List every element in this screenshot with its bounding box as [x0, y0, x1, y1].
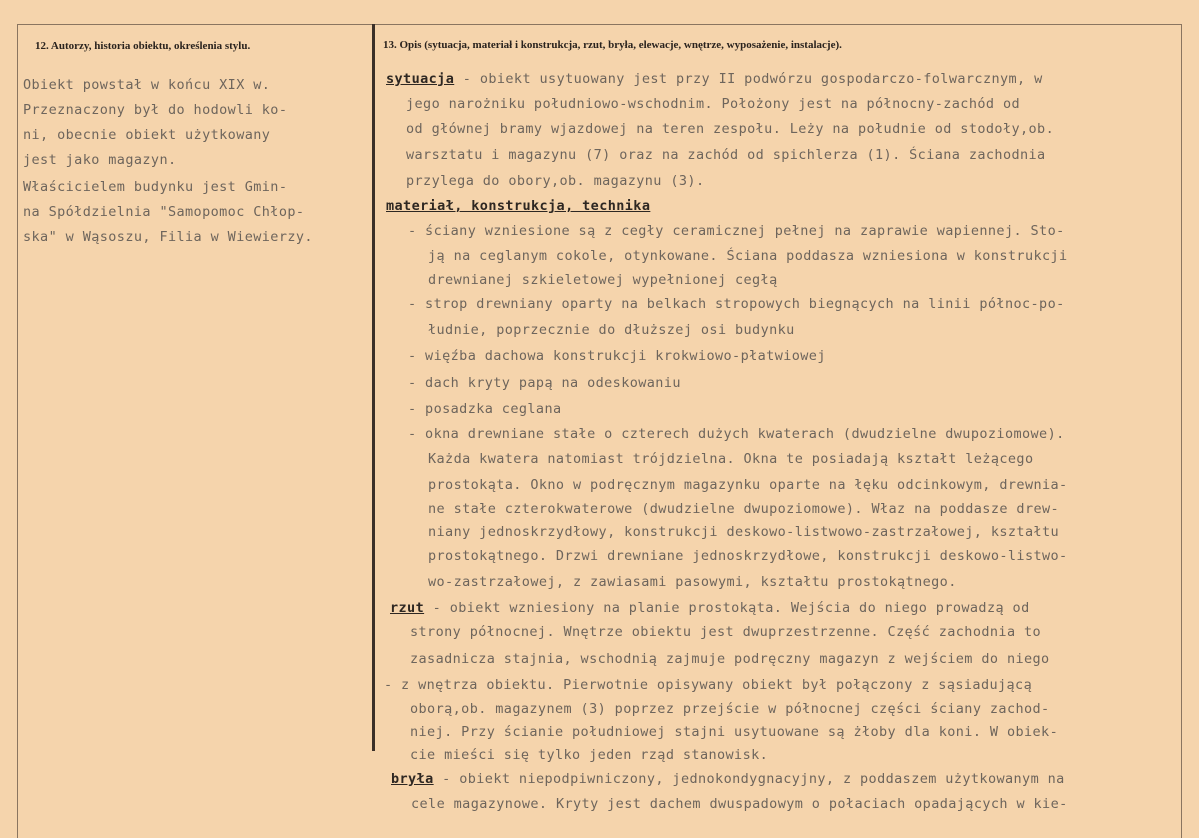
material-line: - strop drewniany oparty na belkach stropowych biegnących na linii północ-po- — [408, 296, 1065, 312]
history-line: jest jako magazyn. — [23, 152, 177, 168]
material-line: łudnie, poprzecznie do dłuższej osi budynku — [428, 322, 795, 338]
material-line: - ściany wzniesione są z cegły ceramicznej pełnej na zaprawie wapiennej. Sto- — [408, 223, 1065, 239]
sytuacja-line: sytuacja - obiekt usytuowany jest przy II podwórzu gospodarczo-folwarcznym, w — [386, 71, 1043, 87]
section-12-header: 12. Autorzy, historia obiektu, określenia stylu. — [35, 40, 251, 52]
rzut-line: rzut - obiekt wzniesiony na planie prostokąta. Wejścia do niego prowadzą od — [390, 600, 1030, 616]
rzut-line: niej. Przy ścianie południowej stajni usytuowane są żłoby dla koni. W obiek- — [410, 724, 1059, 740]
material-line: - dach kryty papą na odeskowaniu — [408, 375, 681, 391]
sytuacja-line: od głównej bramy wjazdowej na teren zespołu. Leży na południe od stodoły,ob. — [406, 121, 1055, 137]
material-line: prostokątnego. Drzwi drewniane jednoskrzydłowe, konstrukcji deskowo-listwo- — [428, 548, 1068, 564]
bryla-line: cele magazynowe. Kryty jest dachem dwuspadowym o połaciach opadających w kie- — [411, 796, 1068, 812]
section-13-header: 13. Opis (sytuacja, materiał i konstrukcja, rzut, bryła, elewacje, wnętrze, wyposażenie, instalacje). — [383, 39, 842, 51]
material-line: - więźba dachowa konstrukcji krokwiowo-płatwiowej — [408, 348, 826, 364]
rzut-line: oborą,ob. magazynem (3) poprzez przejście w północnej części ściany zachod- — [410, 701, 1050, 717]
form-right-border — [1181, 24, 1182, 838]
form-top-border — [17, 24, 1182, 25]
bryla-heading: bryła — [391, 771, 434, 787]
material-line: drewnianej szkieletowej wypełnionej cegłą — [428, 272, 778, 288]
sytuacja-line: jego narożniku południowo-wschodnim. Położony jest na północny-zachód od — [406, 96, 1020, 112]
sytuacja-line: warsztatu i magazynu (7) oraz na zachód od spichlerza (1). Ściana zachodnia — [406, 147, 1046, 163]
material-line: - okna drewniane stałe o czterech dużych kwaterach (dwudzielne dwupoziomowe). — [408, 426, 1065, 442]
bryla-line: bryła - obiekt niepodpiwniczony, jednokondygnacyjny, z poddaszem użytkowanym na — [391, 771, 1065, 787]
form-left-border — [17, 24, 18, 838]
history-line: na Spółdzielnia "Samopomoc Chłop- — [23, 204, 305, 220]
sytuacja-heading: sytuacja — [386, 71, 455, 87]
history-line: Właścicielem budynku jest Gmin- — [23, 179, 288, 195]
rzut-line: cie mieści się tylko jeden rząd stanowisk. — [410, 747, 769, 763]
material-heading: materiał, konstrukcja, technika — [386, 198, 651, 214]
material-line: - posadzka ceglana — [408, 401, 562, 417]
rzut-line: - z wnętrza obiektu. Pierwotnie opisywany obiekt był połączony z sąsiadującą — [384, 677, 1033, 693]
sytuacja-line: przylega do obory,ob. magazynu (3). — [406, 173, 705, 189]
material-line: ne stałe czterokwaterowe (dwudzielne dwupoziomowe). Właz na poddasze drew- — [428, 501, 1060, 517]
material-line: prostokąta. Okno w podręcznym magazynku oparte na łęku odcinkowym, drewnia- — [428, 477, 1068, 493]
material-line: ją na ceglanym cokole, otynkowane. Ściana poddasza wzniesiona w konstrukcji — [428, 248, 1068, 264]
history-line: Obiekt powstał w końcu XIX w. — [23, 77, 271, 93]
history-line: ska" w Wąsoszu, Filia w Wiewierzy. — [23, 229, 313, 245]
rzut-line: zasadnicza stajnia, wschodnią zajmuje podręczny magazyn z wejściem do niego — [410, 651, 1050, 667]
material-line: Każda kwatera natomiast trójdzielna. Okna te posiadają kształt leżącego — [428, 451, 1034, 467]
rzut-line: strony północnej. Wnętrze obiektu jest dwuprzestrzenne. Część zachodnia to — [410, 624, 1042, 640]
history-line: ni, obecnie obiekt użytkowany — [23, 127, 271, 143]
column-divider — [372, 24, 375, 751]
rzut-heading: rzut — [390, 600, 425, 616]
history-line: Przeznaczony był do hodowli ko- — [23, 102, 288, 118]
material-line: niany jednoskrzydłowy, konstrukcji deskowo-listwowo-zastrzałowej, kształtu — [428, 524, 1060, 540]
material-line: wo-zastrzałowej, z zawiasami pasowymi, kształtu prostokątnego. — [428, 574, 957, 590]
